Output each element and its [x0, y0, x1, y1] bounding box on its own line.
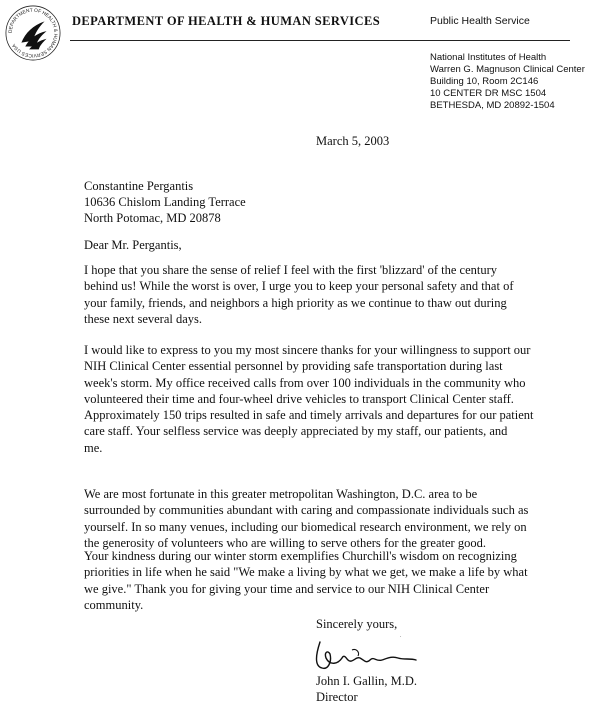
paragraph-line: volunteered their time and four-wheel drive vehicles to transport Clinical Center staff.: [84, 391, 514, 406]
address-line: 10 CENTER DR MSC 1504: [430, 88, 547, 99]
paragraph-line: Your kindness during our winter storm exemplifies Churchill's wisdom on recognizing: [84, 549, 517, 563]
paragraph-line: NIH Clinical Center essential personnel by providing safe transportation during last: [84, 359, 503, 374]
body-paragraph-3: [84, 486, 584, 551]
institution-address: [430, 52, 585, 112]
letterhead-rule: [70, 40, 570, 41]
paragraph-line: week's storm. My office received calls from over 100 individuals in the community who: [84, 375, 526, 390]
svg-text:DEPARTMENT OF HEALTH & HUMAN S: DEPARTMENT OF HEALTH & HUMAN SERVICES USA: [8, 8, 58, 58]
recipient-line: North Potomac, MD 20878: [84, 211, 221, 225]
paragraph-line: care staff. Your selfless service was deeply appreciated by my staff, our patients, and: [84, 424, 508, 439]
body-paragraph-1: [84, 262, 584, 327]
body-paragraph-2: [84, 342, 584, 456]
signer-title: Director: [316, 690, 358, 704]
letter-date: March 5, 2003: [316, 134, 390, 148]
paragraph-line: these next several days.: [84, 311, 203, 326]
paragraph-line: the generosity of volunteers who are willing to serve others for the greater good.: [84, 535, 486, 550]
paragraph-line: we give." Thank you for giving your time and service to our NIH Clinical Center: [84, 581, 490, 596]
closing: Sincerely yours,: [316, 617, 398, 631]
recipient-address: [84, 178, 246, 226]
signer-name: John I. Gallin, M.D.: [316, 674, 418, 688]
paragraph-line: behind us! While the worst is over, I urge you to keep your personal safety and that of: [84, 279, 514, 294]
salutation: Dear Mr. Pergantis,: [84, 238, 182, 252]
hhs-seal-logo: [4, 4, 62, 62]
address-line: BETHESDA, MD 20892-1504: [430, 100, 555, 111]
paragraph-line: I hope that you share the sense of relief I feel with the first 'blizzard' of the century: [84, 263, 498, 277]
paragraph-line: I would like to express to you my most sincere thanks for your willingness to support our: [84, 343, 531, 357]
paragraph-line: We are most fortunate in this greater metropolitan Washington, D.C. area to be: [84, 487, 478, 501]
paragraph-line: yourself. In so many venues, including our biomedical research environment, we rely on: [84, 519, 527, 534]
service-name: Public Health Service: [430, 15, 530, 27]
address-line: Warren G. Magnuson Clinical Center: [430, 64, 585, 75]
handwritten-signature: [312, 636, 442, 676]
paragraph-line: Approximately 150 trips resulted in safe and timely arrivals and departures for our patient: [84, 408, 534, 423]
department-title: DEPARTMENT OF HEALTH & HUMAN SERVICES: [72, 14, 381, 28]
paragraph-line: your family, friends, and neighbors a high priority as we continue to thaw out during: [84, 295, 507, 310]
address-line: Building 10, Room 2C146: [430, 76, 539, 87]
paragraph-line: me.: [84, 440, 103, 455]
paragraph-line: surrounded by communities abundant with caring and compassionate individuals such as: [84, 503, 529, 518]
address-line: National Institutes of Health: [430, 52, 547, 63]
paragraph-line: priorities in life when he said "We make a living by what we get, we make a life by what: [84, 565, 528, 580]
recipient-line: 10636 Chislom Landing Terrace: [84, 195, 246, 209]
recipient-line: Constantine Pergantis: [84, 179, 194, 193]
paragraph-line: community.: [84, 597, 144, 612]
body-paragraph-4: [84, 548, 584, 613]
